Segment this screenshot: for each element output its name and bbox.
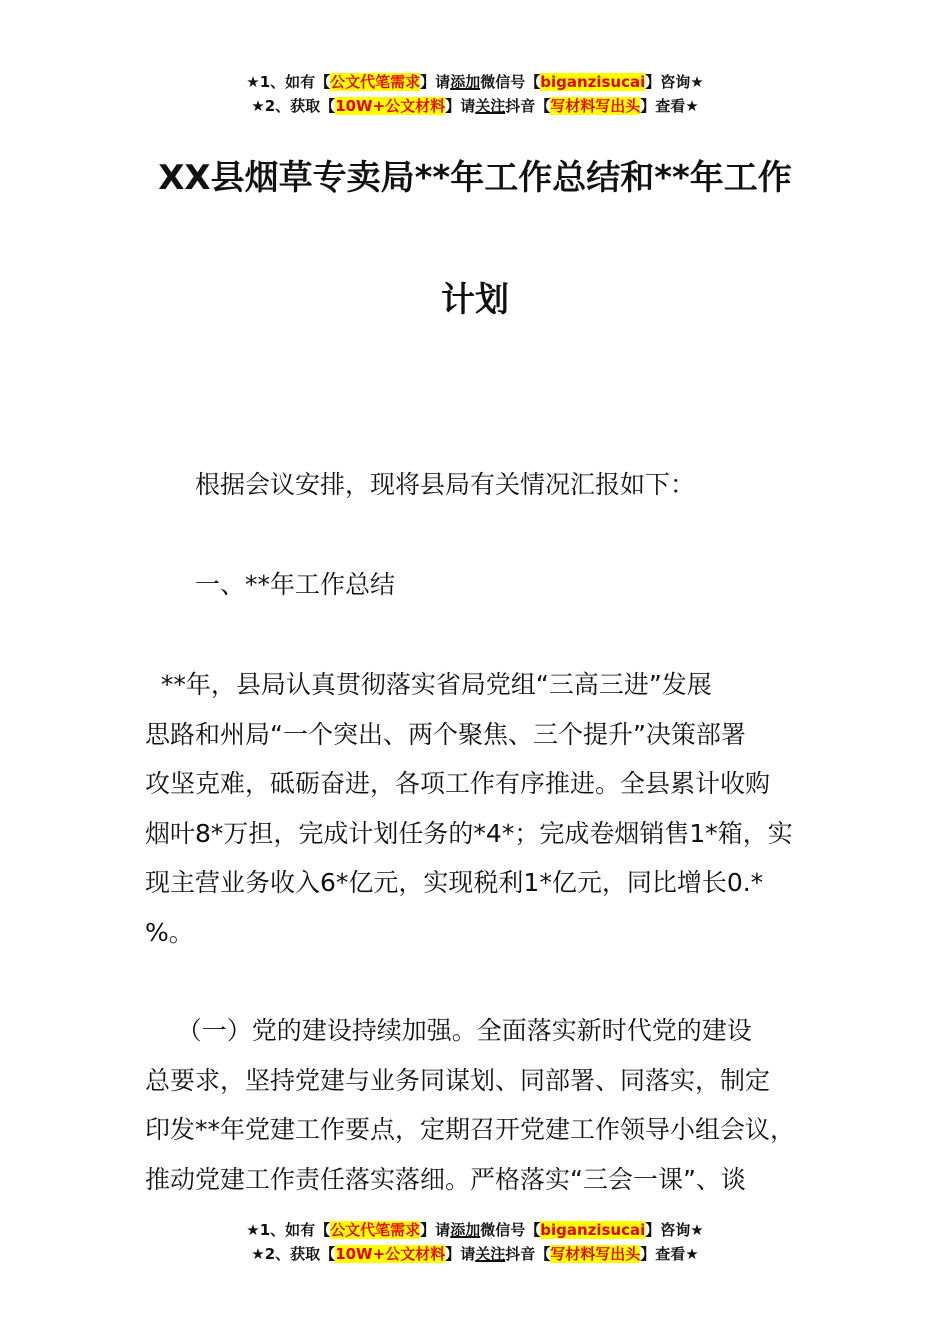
banner-highlight: 10W+公文材料 [335, 1245, 446, 1263]
header-banner [0, 70, 950, 118]
document-title-line-2: 计划 [441, 280, 509, 320]
banner-text: 抖音【 [505, 97, 551, 115]
banner-underlined: 关注 [475, 97, 506, 115]
section-heading-text: 一、**年工作总结 [195, 570, 396, 599]
banner-highlight: 公文代笔需求 [330, 1221, 421, 1239]
banner-text: ★2、获取【 [251, 1245, 336, 1263]
banner-wechat-id: biganzisucai [540, 1221, 646, 1239]
intro-paragraph [195, 460, 885, 510]
paragraph-line: 总要求，坚持党建与业务同谋划、同部署、同落实，制定 [145, 1065, 771, 1095]
banner-line-1 [0, 1218, 950, 1242]
party-building-paragraph [145, 1006, 835, 1204]
banner-underlined: 添加 [450, 1221, 481, 1239]
banner-text: 抖音【 [505, 1245, 551, 1263]
banner-underlined: 关注 [475, 1245, 506, 1263]
paragraph-line: **年，县局认真贯彻落实省局党组“三高三进”发展 [145, 670, 712, 699]
banner-highlight: 10W+公文材料 [335, 97, 446, 115]
banner-text: 】查看★ [640, 97, 699, 115]
banner-text: 】咨询★ [645, 1221, 704, 1239]
banner-highlight: 公文代笔需求 [330, 73, 421, 91]
paragraph-line: 烟叶8*万担，完成计划任务的*4*；完成卷烟销售1*箱，实 [145, 818, 793, 848]
paragraph-line: 攻坚克难，砥砺奋进，各项工作有序推进。全县累计收购 [145, 769, 771, 799]
banner-text: 】查看★ [640, 1245, 699, 1263]
document-title-line-1: XX县烟草专卖局**年工作总结和**年工作 [158, 158, 792, 198]
banner-text: 微信号【 [480, 1221, 541, 1239]
banner-text: 】请 [420, 73, 451, 91]
paragraph-line: 印发**年党建工作要点，定期召开党建工作领导小组会议， [145, 1115, 796, 1145]
banner-line-1 [0, 70, 950, 94]
banner-text: ★2、获取【 [251, 97, 336, 115]
banner-douyin-name: 写材料写出头 [550, 97, 641, 115]
banner-text: ★1、如有【 [246, 73, 331, 91]
banner-line-2 [0, 1242, 950, 1266]
banner-douyin-name: 写材料写出头 [550, 1245, 641, 1263]
banner-underlined: 添加 [450, 73, 481, 91]
paragraph-line: 现主营业务收入6*亿元，实现税利1*亿元，同比增长0.* [145, 868, 764, 898]
banner-text: 】请 [420, 1221, 451, 1239]
banner-text: 】请 [445, 97, 476, 115]
banner-text: 】咨询★ [645, 73, 704, 91]
summary-paragraph [145, 660, 835, 958]
paragraph-line: %。 [145, 917, 194, 947]
banner-text: ★1、如有【 [246, 1221, 331, 1239]
banner-line-2 [0, 94, 950, 118]
paragraph-line: 推动党建工作责任落实落细。严格落实“三会一课”、谈 [145, 1164, 746, 1194]
banner-text: 微信号【 [480, 73, 541, 91]
footer-banner [0, 1218, 950, 1266]
section-heading [195, 560, 885, 610]
banner-text: 】请 [445, 1245, 476, 1263]
paragraph-line: 思路和州局“一个突出、两个聚焦、三个提升”决策部署 [145, 719, 746, 749]
paragraph-line: （一）党的建设持续加强。全面落实新时代党的建设 [145, 1016, 752, 1045]
banner-wechat-id: biganzisucai [540, 73, 646, 91]
intro-text: 根据会议安排，现将县局有关情况汇报如下： [195, 470, 696, 499]
